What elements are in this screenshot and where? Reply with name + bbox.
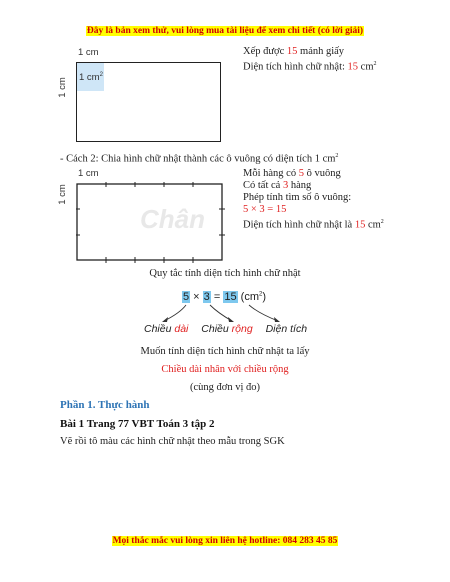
area-result-line-1: Diện tích hình chữ nhật: 15 $cm^2$ bbox=[243, 61, 377, 73]
figure-1-top-label: 1 cm bbox=[78, 47, 99, 58]
figure-2-text bbox=[243, 168, 384, 232]
figure-2-watermark: Chân bbox=[140, 204, 205, 234]
rule-title: Quy tắc tính diện tích hình chữ nhật bbox=[149, 268, 301, 279]
figure-1-cell-label: 1 $cm^2$ bbox=[79, 72, 103, 84]
formula-width-value: 3 bbox=[203, 291, 210, 303]
rule-text-line-3: (cùng đơn vị đo) bbox=[190, 382, 260, 393]
calc-label-line: Phép tính tìm số ô vuông: bbox=[243, 192, 352, 203]
figure-1-text bbox=[243, 46, 377, 74]
figure-2-top-label: 1 cm bbox=[78, 168, 99, 179]
rule-text-line-1: Muốn tính diện tích hình chữ nhật ta lấy bbox=[140, 346, 310, 357]
rule-text-line-2: Chiều dài nhân với chiều rộng bbox=[161, 364, 289, 375]
formula-diagram bbox=[140, 288, 340, 338]
formula-labels bbox=[144, 323, 307, 335]
calc-expression: 5 × 3 = 15 bbox=[243, 204, 287, 215]
figure-2 bbox=[56, 164, 235, 268]
row-count-line: Mỗi hàng có 5 ô vuông bbox=[243, 168, 341, 179]
formula-length-value: 5 bbox=[183, 291, 190, 303]
figure-2-side-label: 1 cm bbox=[56, 184, 68, 205]
label-area: Diện tích bbox=[265, 323, 308, 335]
footer-banner: Mọi thắc mắc vui lòng xin liên hệ hotline: 084 283 45 85 bbox=[112, 536, 338, 546]
figure-2-grid-rectangle bbox=[76, 182, 226, 264]
formula-arrows bbox=[140, 303, 340, 325]
formula-line: 5 × 3 = 15 $(cm^2)$ bbox=[183, 291, 266, 303]
method-2-text: - Cách 2: Chia hình chữ nhật thành các ô vuông có diện tích 1 $cm^2$ bbox=[60, 153, 339, 165]
exercise-title: Bài 1 Trang 77 VBT Toán 3 tập 2 bbox=[60, 418, 215, 430]
figure-1-side-label: 1 cm bbox=[56, 77, 68, 98]
rows-total-line: Có tất cả 3 hàng bbox=[243, 180, 312, 191]
section-heading: Phần 1. Thực hành bbox=[60, 399, 150, 411]
exercise-text: Vẽ rồi tô màu các hình chữ nhật theo mẫu trong SGK bbox=[60, 436, 285, 447]
pieces-count-line: Xếp được 15 mảnh giấy bbox=[243, 46, 345, 57]
label-length: Chiều dài bbox=[144, 323, 189, 335]
label-width: Chiều rộng bbox=[201, 323, 253, 335]
formula-result-value: 15 bbox=[224, 291, 237, 303]
header-banner: Đây là bản xem thử, vui lòng mua tài liệu để xem chi tiết (có lời giải) bbox=[86, 26, 364, 36]
area-result-line-2: Diện tích hình chữ nhật là 15 $cm^2$ bbox=[243, 219, 384, 231]
figure-1 bbox=[56, 42, 230, 150]
